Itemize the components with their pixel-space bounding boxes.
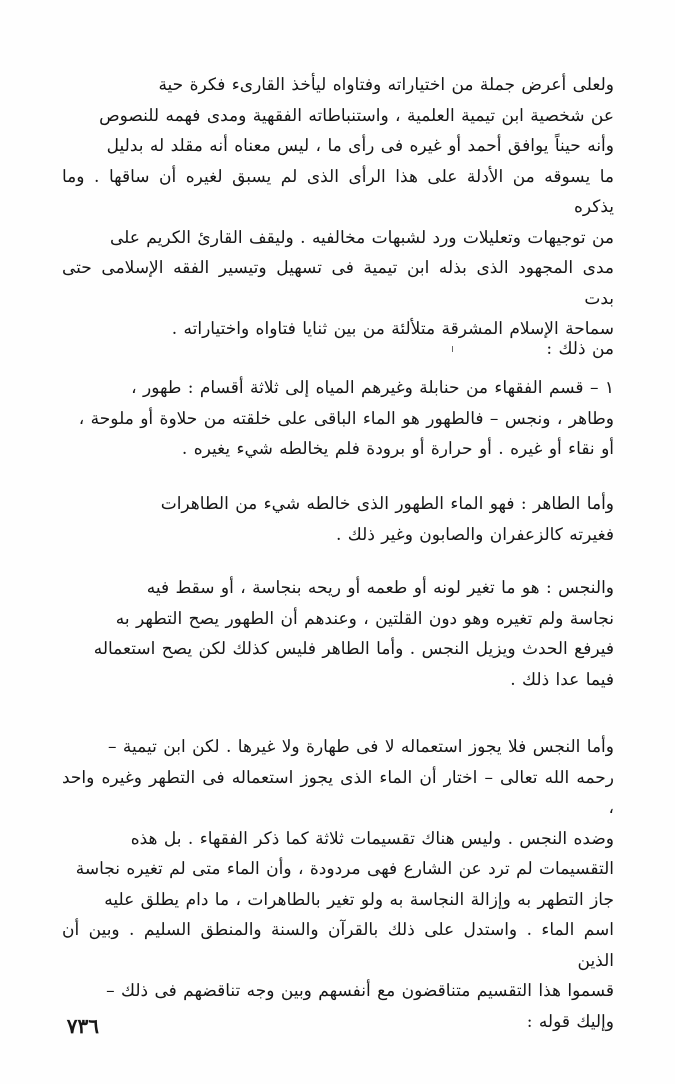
impure-water-paragraph: والنجس : هو ما تغير لونه أو طعمه أو ريحه بنجاسة ، أو سقط فيه نجاسة ولم تغيره وهو دون القلتين ، وعندهم أن الطهور يصح التطهر به فيرفع الحدث ويزيل النجس . وأما الطاهر فليس كذلك لكن يصح استعماله فيما عدا ذلك . (93, 578, 614, 690)
examples-heading: من ذلك : (546, 339, 614, 359)
page-number: ٧٣٦ (66, 1014, 99, 1038)
water-categories-paragraph: ١ – قسم الفقهاء من حنابلة وغيرهم المياه إلى ثلاثة أقسام : طهور ، وطاهر ، ونجس – فالطهور هو الماء الباقى على خلقته من حلاوة أو ملوحة ، أو نقاء أو غيره . أو حرارة أو برودة فلم يخالطه شيء يغيره . (78, 378, 614, 459)
ibn-taymiyya-opinion-paragraph: وأما النجس فلا يجوز استعماله لا فى طهارة ولا غيرها . لكن ابن تيمية – رحمه الله تعالى – اختار أن الماء الذى يجوز استعماله فى التطهر وغيره واحد ، وضده النجس . وليس هناك تقسيمات ثلاثة كما ذكر الفقهاء . بل هذه التقسيمات لم ترد عن الشارع فهى مردودة ، وأن الماء متى لم تغيره نجاسة جاز التطهر به وإزالة النجاسة به ولو تغير بالطاهرات ، ما دام يطلق عليه اسم الماء . واستدل على ذلك بالقرآن والسنة والمنطق السليم . وبين أن الذين قسموا هذا التقسيم متناقضون مع أنفسهم وبين وجه تناقضهم فى ذلك – وإليك قوله : (62, 737, 614, 1032)
margin-mark (452, 346, 453, 352)
pure-water-paragraph: وأما الطاهر : فهو الماء الطهور الذى خالطه شيء من الطاهرات فغيرته كالزعفران والصابون وغير ذلك . (160, 494, 614, 545)
intro-paragraph: ولعلى أعرض جملة من اختياراته وفتاواه ليأخذ القارىء فكرة حية عن شخصية ابن تيمية العلمية ، واستنباطاته الفقهية ومدى فهمه للنصوص وأنه حيناً يوافق أحمد أو غيره فى رأى ما ، ليس معناه أنه مقلد له بدليل ما يسوقه من الأدلة على هذا الرأى الذى لم يسبق لغيره أن ساقها . وما يذكره من توجيهات وتعليلات ورد لشبهات مخالفيه . وليقف القارئ الكريم على مدى المجهود الذى بذله ابن تيمية فى تسهيل وتيسير الفقه الإسلامى حتى بدت سماحة الإسلام المشرقة متلألئة من بين ثنايا فتاواه واختياراته . (62, 75, 614, 339)
